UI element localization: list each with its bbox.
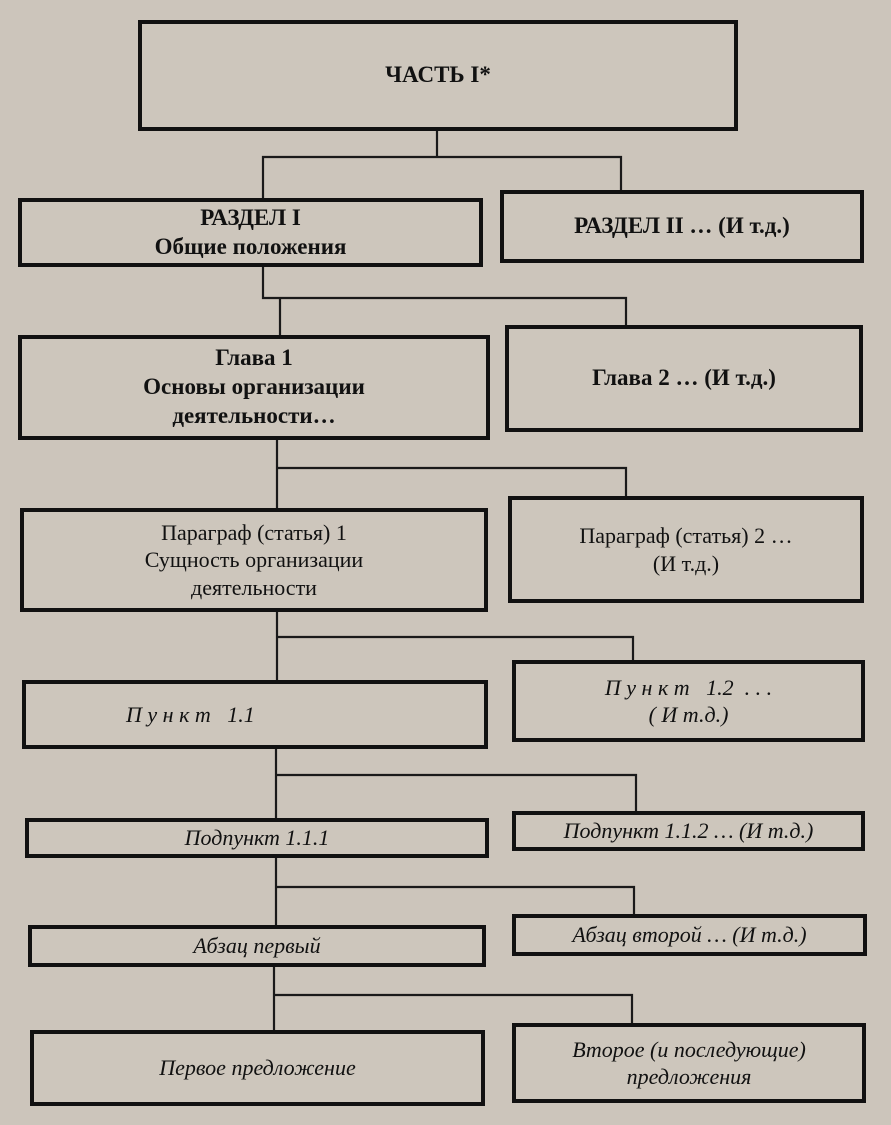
section1-subtitle: Общие положения <box>154 233 347 259</box>
sentence1-title: Первое предложение <box>159 1055 356 1081</box>
part-box <box>138 20 738 131</box>
paragraph1-line2: Сущность организации <box>144 547 364 573</box>
chapter1-line2: Основы организации <box>143 374 365 400</box>
section1-title: РАЗДЕЛ I <box>200 204 301 230</box>
subpoint1-box <box>25 818 489 858</box>
chapter2-title: Глава 2 … (И т.д.) <box>592 365 776 391</box>
paragraph2-line2: (И т.д.) <box>652 550 720 576</box>
paragraph2-title: Параграф (статья) 2 … <box>579 523 793 548</box>
sentence1-box <box>30 1030 485 1106</box>
section2-box <box>500 190 864 263</box>
paragraph1-title: Параграф (статья) 1 <box>161 519 347 545</box>
paragraph1-box <box>20 508 488 612</box>
section2-title: РАЗДЕЛ II … (И т.д.) <box>574 213 790 239</box>
point1-title: П у н к т 1.1 <box>126 701 255 727</box>
sentence2-title: Второе (и последующие) <box>572 1036 806 1062</box>
point2-title: П у н к т 1.2 . . . <box>604 674 773 700</box>
abzac1-title: Абзац первый <box>193 933 321 959</box>
chapter1-title: Глава 1 <box>215 345 293 371</box>
sentence2-box <box>512 1023 866 1103</box>
chapter2-box <box>505 325 863 432</box>
part-title: ЧАСТЬ I* <box>385 62 491 88</box>
paragraph2-box <box>508 496 864 603</box>
abzac1-box <box>28 925 486 967</box>
abzac2-title: Абзац второй … (И т.д.) <box>572 922 807 948</box>
point2-line2: ( И т.д.) <box>648 702 729 727</box>
connector-point-to-subpoints <box>276 749 636 818</box>
subpoint2-title: Подпункт 1.1.2 … (И т.д.) <box>563 818 814 844</box>
sentence2-line2: предложения <box>626 1064 752 1089</box>
connector-part-to-sections <box>263 130 621 198</box>
chapter1-line3: деятельности… <box>172 402 336 428</box>
abzac2-box <box>512 914 867 956</box>
point2-box <box>512 660 865 742</box>
subpoint1-title: Подпункт 1.1.1 <box>184 825 330 851</box>
connector-abzac-to-sentences <box>274 967 632 1030</box>
section1-box <box>18 198 483 267</box>
subpoint2-box <box>512 811 865 851</box>
chapter1-box <box>18 335 490 440</box>
paragraph1-line3: деятельности <box>191 574 317 600</box>
point1-box <box>22 680 488 749</box>
